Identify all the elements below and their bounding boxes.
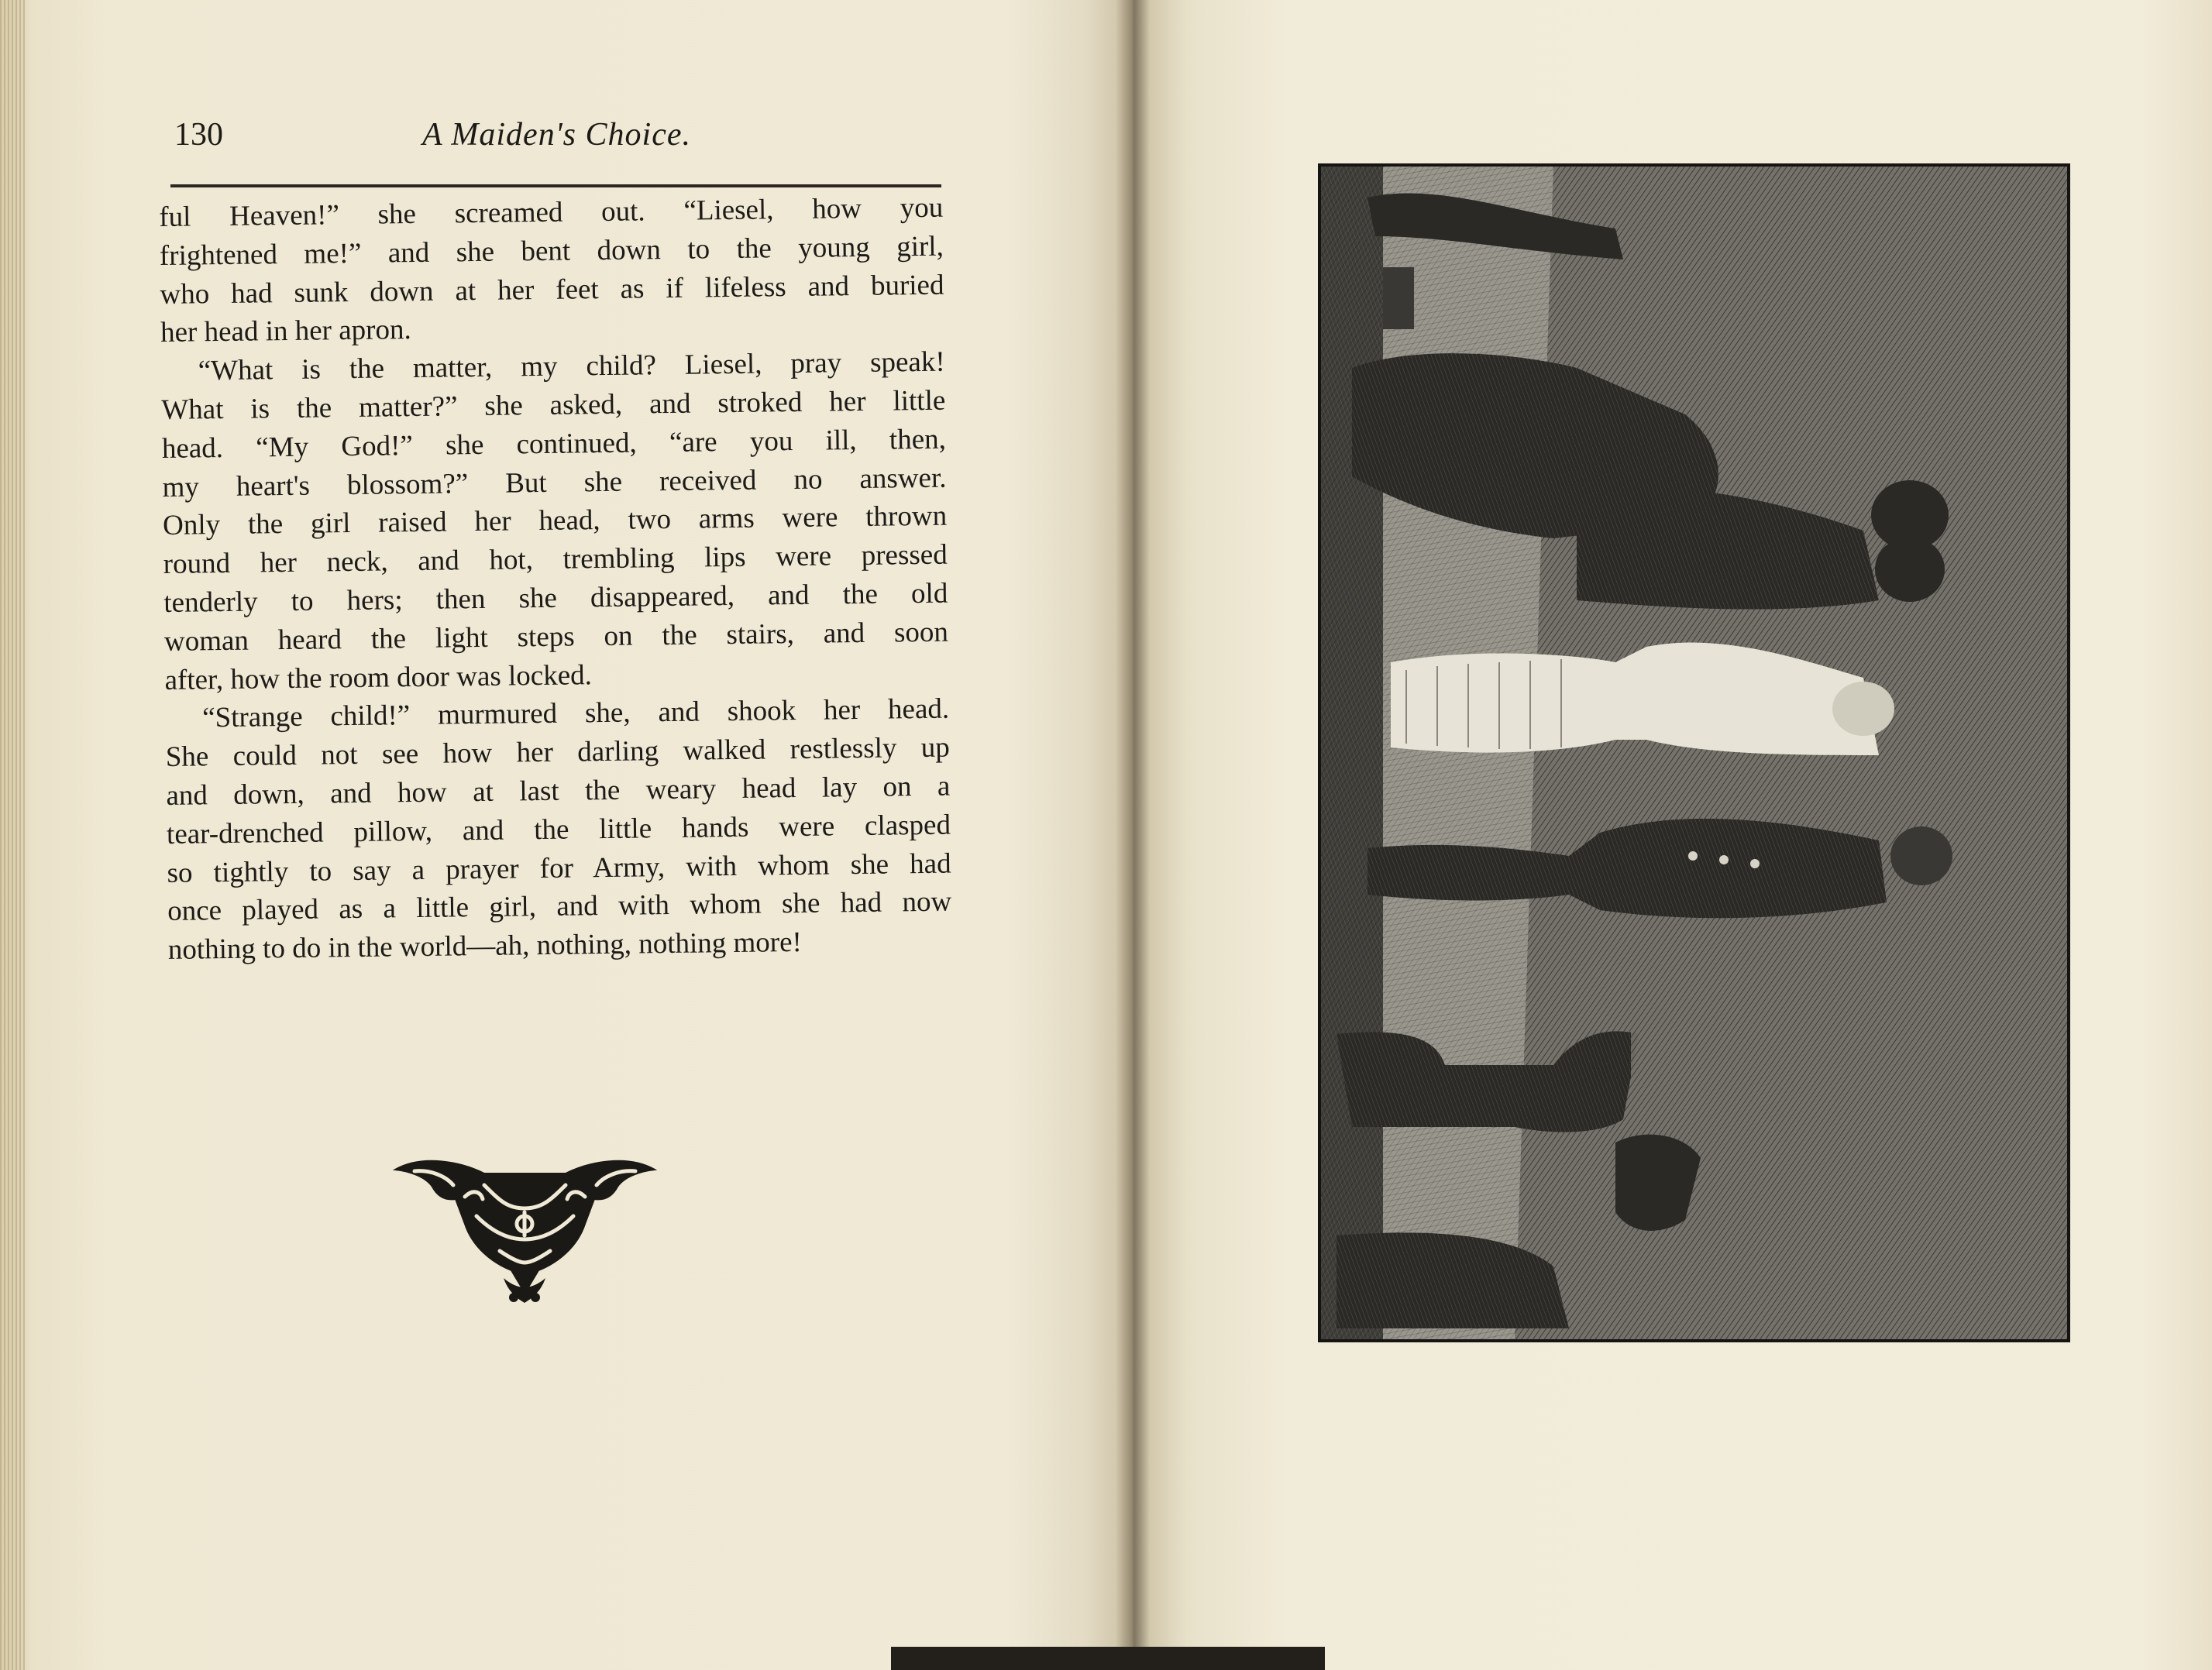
tailpiece-ornament-icon bbox=[391, 1154, 659, 1309]
page-edges bbox=[0, 0, 25, 1670]
text-line: nothing to do in the world—ah, nothing, nothing more! bbox=[167, 926, 803, 967]
text-line: her head in her apron. bbox=[160, 314, 411, 349]
text-line: so tightly to say a prayer for Army, with whom she had bbox=[167, 847, 951, 889]
text-line: ful Heaven!” she screamed out. “Liesel, how you bbox=[159, 191, 944, 233]
text-line: who had sunk down at her feet as if lifeless and buried bbox=[160, 269, 944, 311]
text-line: “Strange child!” murmured she, and shook her head. bbox=[201, 692, 950, 734]
page-number: 130 bbox=[174, 117, 223, 153]
text-line: woman heard the light steps on the stairs, and soon bbox=[163, 616, 949, 658]
text-line: once played as a little girl, and with whom she had now bbox=[167, 885, 952, 928]
running-head bbox=[174, 108, 941, 163]
text-line: tenderly to hers; then she disappeared, and the old bbox=[163, 577, 948, 619]
text-line: and down, and how at last the weary head lay on a bbox=[166, 770, 951, 812]
text-line: tear-drenched pillow, and the little hands were clasped bbox=[166, 809, 951, 850]
text-line: What is the matter?” she asked, and stroked her little bbox=[161, 384, 946, 426]
text-line: my heart's blossom?” But she received no answer. bbox=[162, 462, 947, 503]
engraving-illustration-icon bbox=[1318, 163, 2070, 1342]
text-line: “What is the matter, my child? Liesel, pray speak! bbox=[198, 345, 945, 387]
book-gutter bbox=[1116, 0, 1150, 1670]
text-line: round her neck, and hot, trembling lips were pressed bbox=[163, 538, 948, 581]
text-line: frightened me!” and she bent down to the young girl, bbox=[159, 230, 944, 272]
book-title: A Maiden's Choice. bbox=[422, 117, 691, 153]
book-cover-edge bbox=[891, 1647, 1325, 1670]
body-text bbox=[159, 189, 952, 970]
text-line: She could not see how her darling walked restlessly up bbox=[165, 731, 950, 774]
text-line: after, how the room door was locked. bbox=[164, 658, 593, 696]
text-line: head. “My God!” she continued, “are you ill, then, bbox=[161, 423, 947, 465]
header-rule bbox=[170, 184, 941, 187]
text-line: Only the girl raised her head, two arms were thrown bbox=[162, 500, 948, 542]
